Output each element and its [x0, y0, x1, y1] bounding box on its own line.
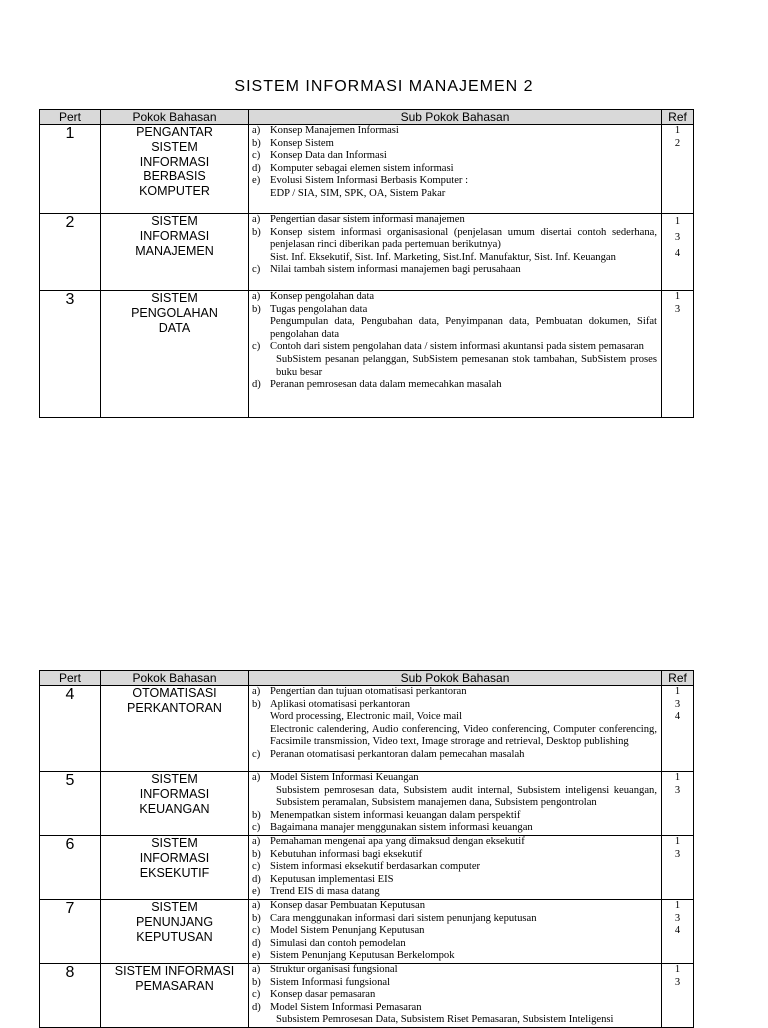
sub-item-letter: b): [252, 848, 261, 860]
sub-pokok-bahasan-cell: [249, 291, 662, 418]
pokok-bahasan-line: INFORMASI: [139, 850, 210, 865]
sub-item: [252, 227, 657, 252]
sub-item-detail: Pengumpulan data, Pengubahan data, Penyimpanan data, Pembuatan dokumen, Sifat pengolahan data: [270, 316, 657, 340]
sub-item-letter: c): [252, 989, 261, 1001]
pokok-bahasan-line: KOMPUTER: [139, 184, 210, 199]
sub-item-letter: c): [252, 341, 261, 353]
sub-item-text: Menempatkan sistem informasi keuangan dalam perspektif: [270, 809, 521, 821]
sub-item: [252, 163, 657, 176]
sub-item: [252, 977, 657, 990]
sub-item: [252, 900, 657, 913]
pokok-bahasan-line: OTOMATISASI: [132, 686, 217, 700]
sub-item: [252, 989, 657, 1002]
sub-item-text: Simulasi dan contoh pemodelan: [270, 937, 406, 949]
ref-number: 1: [674, 963, 681, 975]
header-ref: Ref: [662, 671, 694, 686]
sub-item-detail: SubSistem pesanan pelanggan, SubSistem pemesanan stok tambahan, SubSistem proses buku besar: [276, 353, 657, 378]
sub-item-letter: c): [252, 822, 261, 834]
header-sub-pokok-bahasan: Sub Pokok Bahasan: [249, 110, 662, 125]
ref-number: 3: [674, 698, 681, 710]
syllabus-table-2: [39, 670, 694, 1028]
sub-item-text: Sistem informasi eksekutif berdasarkan computer: [270, 861, 481, 873]
sub-item-letter: d): [252, 162, 261, 174]
ref-number: 3: [674, 976, 681, 988]
ref-number: 3: [674, 848, 681, 860]
pert-number: 7: [40, 900, 101, 964]
pokok-bahasan-cell: [101, 900, 249, 964]
sub-item-text: Cara menggunakan informasi dari sistem penunjang keputusan: [270, 912, 537, 924]
sub-item: [252, 749, 657, 762]
ref-number: 3: [674, 912, 681, 924]
table-row: [40, 686, 694, 772]
pokok-bahasan-line: PEMASARAN: [135, 978, 214, 993]
ref-cell: [662, 125, 694, 214]
sub-item-letter: a): [252, 836, 261, 847]
sub-pokok-bahasan-cell: [249, 963, 662, 1027]
sub-item-text: Model Sistem Informasi Keuangan: [270, 772, 419, 783]
sub-item-detail: EDP / SIA, SIM, SPK, OA, Sistem Pakar: [270, 187, 446, 199]
sub-item: [252, 379, 657, 392]
sub-item: [252, 772, 657, 785]
sub-item: [252, 950, 657, 963]
pokok-bahasan-line: EKSEKUTIF: [139, 865, 210, 880]
sub-item-letter: e): [252, 886, 261, 898]
pokok-bahasan-line: SISTEM: [151, 836, 198, 850]
pert-number: 5: [40, 772, 101, 836]
pokok-bahasan-line: KEPUTUSAN: [136, 929, 213, 944]
header-pokok-bahasan: Pokok Bahasan: [101, 110, 249, 125]
table-row: [40, 214, 694, 291]
sub-item-text: Kebutuhan informasi bagi eksekutif: [270, 848, 423, 860]
sub-item-detail: Word processing, Electronic mail, Voice mail: [270, 711, 463, 723]
sub-item: [252, 938, 657, 951]
sub-item-text: Konsep Sistem: [270, 137, 334, 149]
sub-item-letter: b): [252, 912, 261, 924]
pokok-bahasan-line: MANAJEMEN: [135, 243, 214, 258]
sub-item-text: Pengertian dasar sistem informasi manajemen: [270, 214, 465, 225]
sub-item-letter: a): [252, 900, 261, 911]
pokok-bahasan-cell: [101, 291, 249, 418]
ref-number: 1: [674, 836, 681, 847]
sub-item: [252, 264, 657, 277]
sub-item-letter: d): [252, 873, 261, 885]
sub-item-letter: a): [252, 125, 261, 136]
sub-item: [252, 874, 657, 887]
ref-number: 1: [674, 772, 681, 783]
sub-item-letter: c): [252, 861, 261, 873]
ref-number: 1: [674, 900, 681, 911]
ref-number: 4: [674, 925, 681, 937]
pokok-bahasan-line: INFORMASI: [139, 154, 210, 169]
ref-number: 1: [674, 216, 681, 227]
sub-item-text: Konsep dasar Pembuatan Keputusan: [270, 900, 426, 911]
table-row: [40, 963, 694, 1027]
sub-item: [252, 913, 657, 926]
pert-number: 4: [40, 686, 101, 772]
pokok-bahasan-line: INFORMASI: [139, 786, 210, 801]
sub-item-text: Konsep dasar pemasaran: [270, 989, 376, 1001]
sub-item: [252, 849, 657, 862]
pert-number: 8: [40, 963, 101, 1027]
sub-item-text: Contoh dari sistem pengolahan data / sistem informasi akuntansi pada sistem pemasaran: [270, 341, 644, 353]
sub-item-detail: Subsistem Pemrosesan Data, Subsistem Riset Pemasaran, Subsistem Inteligensi: [276, 1014, 614, 1026]
pokok-bahasan-line: SISTEM: [151, 772, 198, 786]
sub-item-text: Struktur organisasi fungsional: [270, 963, 398, 975]
pokok-bahasan-line: PENGOLAHAN: [131, 305, 218, 320]
header-pokok-bahasan: Pokok Bahasan: [101, 671, 249, 686]
sub-item-text: Bagaimana manajer menggunakan sistem informasi keuangan: [270, 822, 533, 834]
sub-item-letter: a): [252, 963, 261, 975]
sub-item-letter: e): [252, 950, 261, 962]
sub-item: [252, 699, 657, 712]
pokok-bahasan-line: BERBASIS: [143, 169, 206, 184]
sub-item: [252, 810, 657, 823]
sub-item-text: Peranan otomatisasi perkantoran dalam pemecahan masalah: [270, 748, 525, 760]
sub-item-letter: a): [252, 214, 261, 225]
sub-item-letter: d): [252, 937, 261, 949]
sub-item-letter: a): [252, 772, 261, 783]
pokok-bahasan-line: PERKANTORAN: [127, 700, 222, 715]
pokok-bahasan-cell: [101, 772, 249, 836]
ref-number: 4: [674, 248, 681, 259]
pokok-bahasan-line: DATA: [158, 320, 191, 335]
sub-item-text: Konsep sistem informasi organisasional (penjelasan umum disertai contoh sederhana, penjelasan rinci diberikan pada pertemuan berikutnya): [270, 226, 657, 251]
sub-item-text: Pemahaman mengenai apa yang dimaksud dengan eksekutif: [270, 836, 525, 847]
sub-item: [252, 304, 657, 317]
sub-item-letter: c): [252, 264, 261, 276]
header-pert: Pert: [40, 110, 101, 125]
sub-item: [252, 964, 657, 977]
ref-number: 4: [674, 711, 681, 723]
sub-item-text: Konsep Manajemen Informasi: [270, 125, 399, 136]
sub-item: [252, 925, 657, 938]
sub-item-letter: d): [252, 1001, 261, 1013]
sub-item-detail: Subsistem pemrosesan data, Subsistem audit internal, Subsistem inteligensi keuangan, Subsistem peramalan, Subsistem manajemen dana, Subsistem pengontrolan: [276, 784, 657, 809]
ref-cell: [662, 772, 694, 836]
sub-item-text: Tugas pengolahan data: [270, 303, 368, 315]
ref-number: 3: [674, 232, 681, 243]
ref-number: 3: [674, 303, 681, 315]
ref-cell: [662, 836, 694, 900]
sub-item-letter: b): [252, 698, 261, 710]
ref-number: 3: [674, 784, 681, 796]
document-title: SISTEM INFORMASI MANAJEMEN 2: [234, 78, 534, 95]
table-row: [40, 291, 694, 418]
sub-item: [252, 175, 657, 188]
table-row: [40, 900, 694, 964]
table-row: [40, 836, 694, 900]
sub-item: [252, 150, 657, 163]
sub-item-letter: a): [252, 686, 261, 697]
sub-pokok-bahasan-cell: [249, 900, 662, 964]
sub-item-letter: c): [252, 748, 261, 760]
sub-item-text: Model Sistem Penunjang Keputusan: [270, 925, 425, 937]
pert-number: 2: [40, 214, 101, 291]
sub-item-letter: b): [252, 303, 261, 315]
sub-item-text: Keputusan implementasi EIS: [270, 873, 394, 885]
sub-pokok-bahasan-cell: [249, 214, 662, 291]
pokok-bahasan-line: PENGANTAR: [136, 125, 213, 139]
sub-item: [252, 291, 657, 304]
ref-cell: [662, 686, 694, 772]
sub-item: [252, 138, 657, 151]
sub-item-text: Komputer sebagai elemen sistem informasi: [270, 162, 454, 174]
pokok-bahasan-line: SISTEM INFORMASI: [114, 963, 235, 978]
pokok-bahasan-line: SISTEM: [151, 900, 198, 914]
sub-item-text: Peranan pemrosesan data dalam memecahkan masalah: [270, 379, 502, 391]
pokok-bahasan-line: SISTEM: [151, 214, 198, 228]
sub-item: [252, 341, 657, 354]
sub-item-letter: a): [252, 291, 261, 302]
pert-number: 3: [40, 291, 101, 418]
header-sub-pokok-bahasan: Sub Pokok Bahasan: [249, 671, 662, 686]
sub-item-text: Evolusi Sistem Informasi Berbasis Komputer :: [270, 175, 469, 187]
sub-item: [252, 214, 657, 227]
sub-item-letter: c): [252, 925, 261, 937]
sub-item-letter: b): [252, 226, 261, 238]
table-row: [40, 772, 694, 836]
sub-item: [252, 686, 657, 699]
ref-cell: [662, 214, 694, 291]
sub-pokok-bahasan-cell: [249, 125, 662, 214]
pokok-bahasan-line: PENUNJANG: [135, 914, 214, 929]
pokok-bahasan-cell: [101, 963, 249, 1027]
sub-item-letter: b): [252, 976, 261, 988]
ref-number: 2: [674, 137, 681, 149]
pokok-bahasan-cell: [101, 125, 249, 214]
ref-number: 1: [674, 291, 681, 302]
sub-item-text: Sistem Penunjang Keputusan Berkelompok: [270, 950, 455, 962]
sub-item-detail: Electronic calendering, Audio conferencing, Video conferencing, Computer conferencing, Facsimile transmission, Video text, Image strorage and retrieval, Desktop publishing: [270, 723, 657, 748]
sub-item-letter: d): [252, 379, 261, 391]
header-pert: Pert: [40, 671, 101, 686]
sub-pokok-bahasan-cell: [249, 686, 662, 772]
sub-item: [252, 1002, 657, 1015]
sub-item-text: Trend EIS di masa datang: [270, 886, 380, 898]
pokok-bahasan-line: SISTEM: [151, 139, 198, 154]
sub-pokok-bahasan-cell: [249, 772, 662, 836]
pokok-bahasan-line: SISTEM: [151, 291, 198, 305]
ref-cell: [662, 900, 694, 964]
sub-item: [252, 822, 657, 835]
sub-item-letter: c): [252, 150, 261, 162]
pokok-bahasan-line: KEUANGAN: [139, 801, 210, 816]
pokok-bahasan-cell: [101, 836, 249, 900]
pokok-bahasan-line: INFORMASI: [139, 228, 210, 243]
sub-item-letter: b): [252, 809, 261, 821]
sub-item-text: Sistem Informasi fungsional: [270, 976, 391, 988]
sub-item-letter: b): [252, 137, 261, 149]
sub-item-text: Konsep pengolahan data: [270, 291, 375, 302]
sub-item-text: Aplikasi otomatisasi perkantoran: [270, 698, 411, 710]
sub-item: [252, 125, 657, 138]
pokok-bahasan-cell: [101, 686, 249, 772]
ref-cell: [662, 963, 694, 1027]
ref-cell: [662, 291, 694, 418]
sub-item-text: Model Sistem Informasi Pemasaran: [270, 1001, 422, 1013]
sub-item: [252, 836, 657, 849]
ref-number: 1: [674, 125, 681, 136]
pert-number: 1: [40, 125, 101, 214]
sub-pokok-bahasan-cell: [249, 836, 662, 900]
header-ref: Ref: [662, 110, 694, 125]
sub-item-text: Nilai tambah sistem informasi manajemen bagi perusahaan: [270, 264, 521, 276]
ref-number: 1: [674, 686, 681, 697]
syllabus-table-1: [39, 109, 694, 418]
sub-item-detail: Sist. Inf. Eksekutif, Sist. Inf. Marketing, Sist.Inf. Manufaktur, Sist. Inf. Keuangan: [270, 251, 616, 263]
sub-item-letter: e): [252, 175, 261, 187]
table-row: [40, 125, 694, 214]
sub-item-text: Pengertian dan tujuan otomatisasi perkantoran: [270, 686, 467, 697]
sub-item-text: Konsep Data dan Informasi: [270, 150, 387, 162]
pert-number: 6: [40, 836, 101, 900]
sub-item: [252, 886, 657, 899]
sub-item: [252, 861, 657, 874]
pokok-bahasan-cell: [101, 214, 249, 291]
